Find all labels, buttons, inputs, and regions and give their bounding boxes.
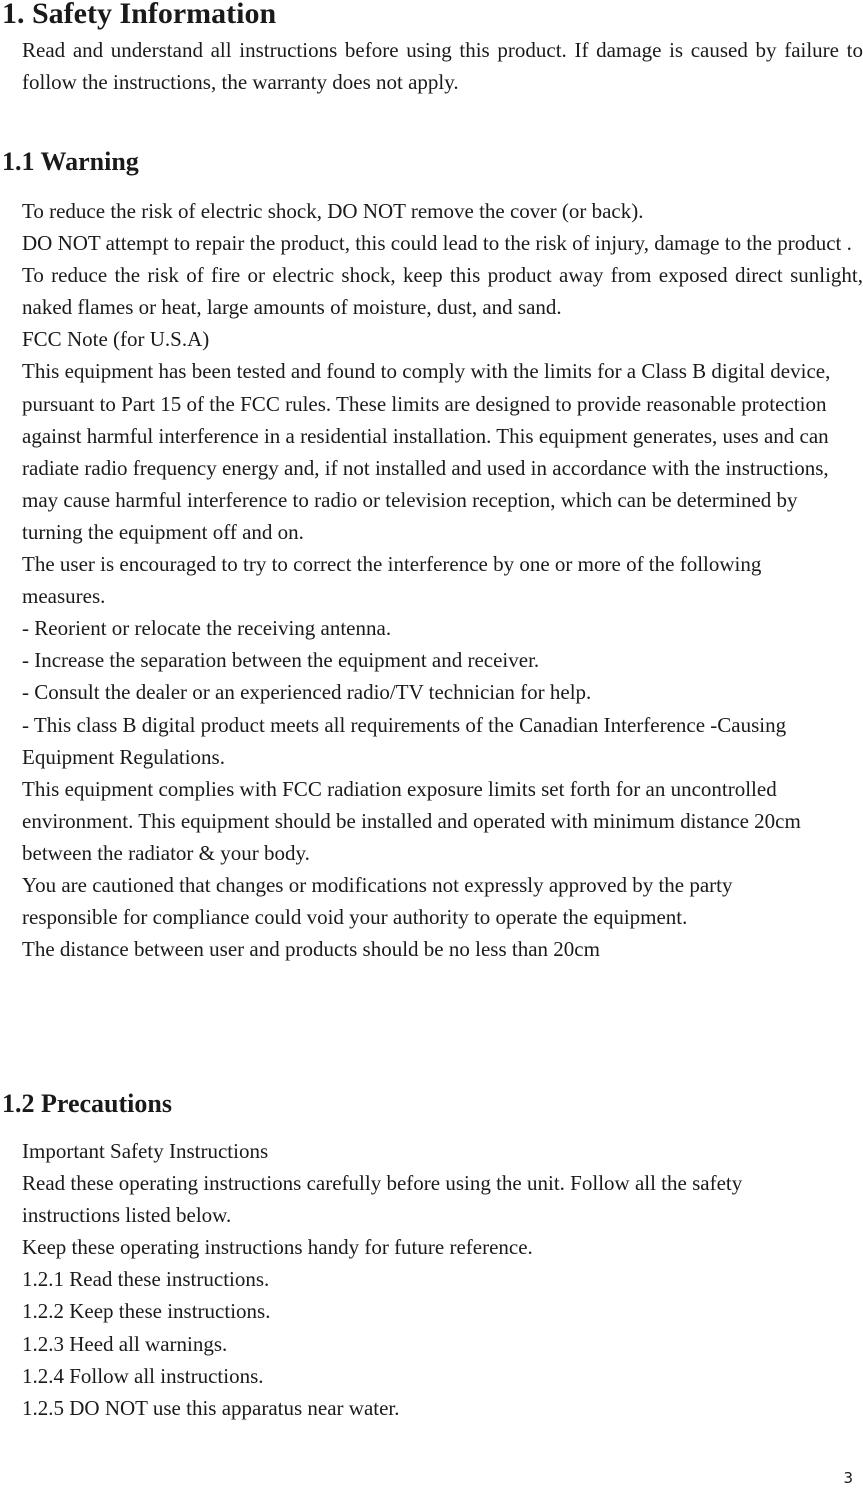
section-title-precautions: 1.2 Precautions xyxy=(2,1089,172,1118)
safety-intro-paragraph: Read and understand all instructions before using this product. If damage is caused by failure to follow the instructions, the warranty does not apply. xyxy=(22,38,863,95)
warning-paragraph-2: DO NOT attempt to repair the product, this could lead to the risk of injury, damage to the product . xyxy=(22,231,852,256)
warning-block xyxy=(22,195,863,965)
precautions-paragraph-3: Keep these operating instructions handy for future reference. xyxy=(22,1235,533,1260)
warning-list-item-1: - Reorient or relocate the receiving antenna. xyxy=(22,616,392,641)
safety-intro-block xyxy=(22,34,863,98)
precautions-item-1: 1.2.1 Read these instructions. xyxy=(22,1267,270,1292)
warning-list-item-3: - Consult the dealer or an experienced radio/TV technician for help. xyxy=(22,680,592,705)
precautions-block xyxy=(22,1135,863,1424)
warning-paragraph-8: You are cautioned that changes or modifications not expressly approved by the party responsible for compliance could void your authority to operate the equipment. xyxy=(22,872,733,930)
warning-paragraph-4: FCC Note (for U.S.A) xyxy=(22,327,210,352)
warning-paragraph-5: This equipment has been tested and found to comply with the limits for a Class B digital device, pursuant to Part 15 of the FCC rules. These limits are designed to provide reasonable protection against harmful interference in a residential installation. This equipment generates, uses and can radiate radio frequency energy and, if not installed and used in accordance with the instructions, may cause harmful interference to radio or television reception, which can be determined by turning the equipment off and on. xyxy=(22,359,831,544)
precautions-item-2: 1.2.2 Keep these instructions. xyxy=(22,1299,271,1324)
warning-list-item-4: - This class B digital product meets all requirements of the Canadian Interference -Causing Equipment Regulations. xyxy=(22,712,787,769)
warning-paragraph-6: The user is encouraged to try to correct the interference by one or more of the following measures. xyxy=(22,552,762,609)
warning-paragraph-9: The distance between user and products should be no less than 20cm xyxy=(22,937,600,962)
section-title-warning: 1.1 Warning xyxy=(2,147,139,176)
warning-paragraph-1: To reduce the risk of electric shock, DO NOT remove the cover (or back). xyxy=(22,199,644,223)
page-number: 3 xyxy=(843,1469,853,1487)
precautions-paragraph-1: Important Safety Instructions xyxy=(22,1139,269,1163)
precautions-paragraph-2: Read these operating instructions carefully before using the unit. Follow all the safety instructions listed below. xyxy=(22,1171,743,1228)
warning-paragraph-3: To reduce the risk of fire or electric shock, keep this product away from exposed direct sunlight, naked flames or heat, large amounts of moisture, dust, and sand. xyxy=(22,263,863,320)
warning-list-item-2: - Increase the separation between the equipment and receiver. xyxy=(22,648,540,673)
precautions-item-4: 1.2.4 Follow all instructions. xyxy=(22,1363,264,1388)
warning-paragraph-7: This equipment complies with FCC radiation exposure limits set forth for an uncontrolled environment. This equipment should be installed and operated with minimum distance 20cm between the radiator & your body. xyxy=(22,776,801,865)
precautions-item-3: 1.2.3 Heed all warnings. xyxy=(22,1331,228,1356)
section-title-safety-information: 1. Safety Information xyxy=(2,0,277,30)
precautions-item-5: 1.2.5 DO NOT use this apparatus near water. xyxy=(22,1395,400,1420)
